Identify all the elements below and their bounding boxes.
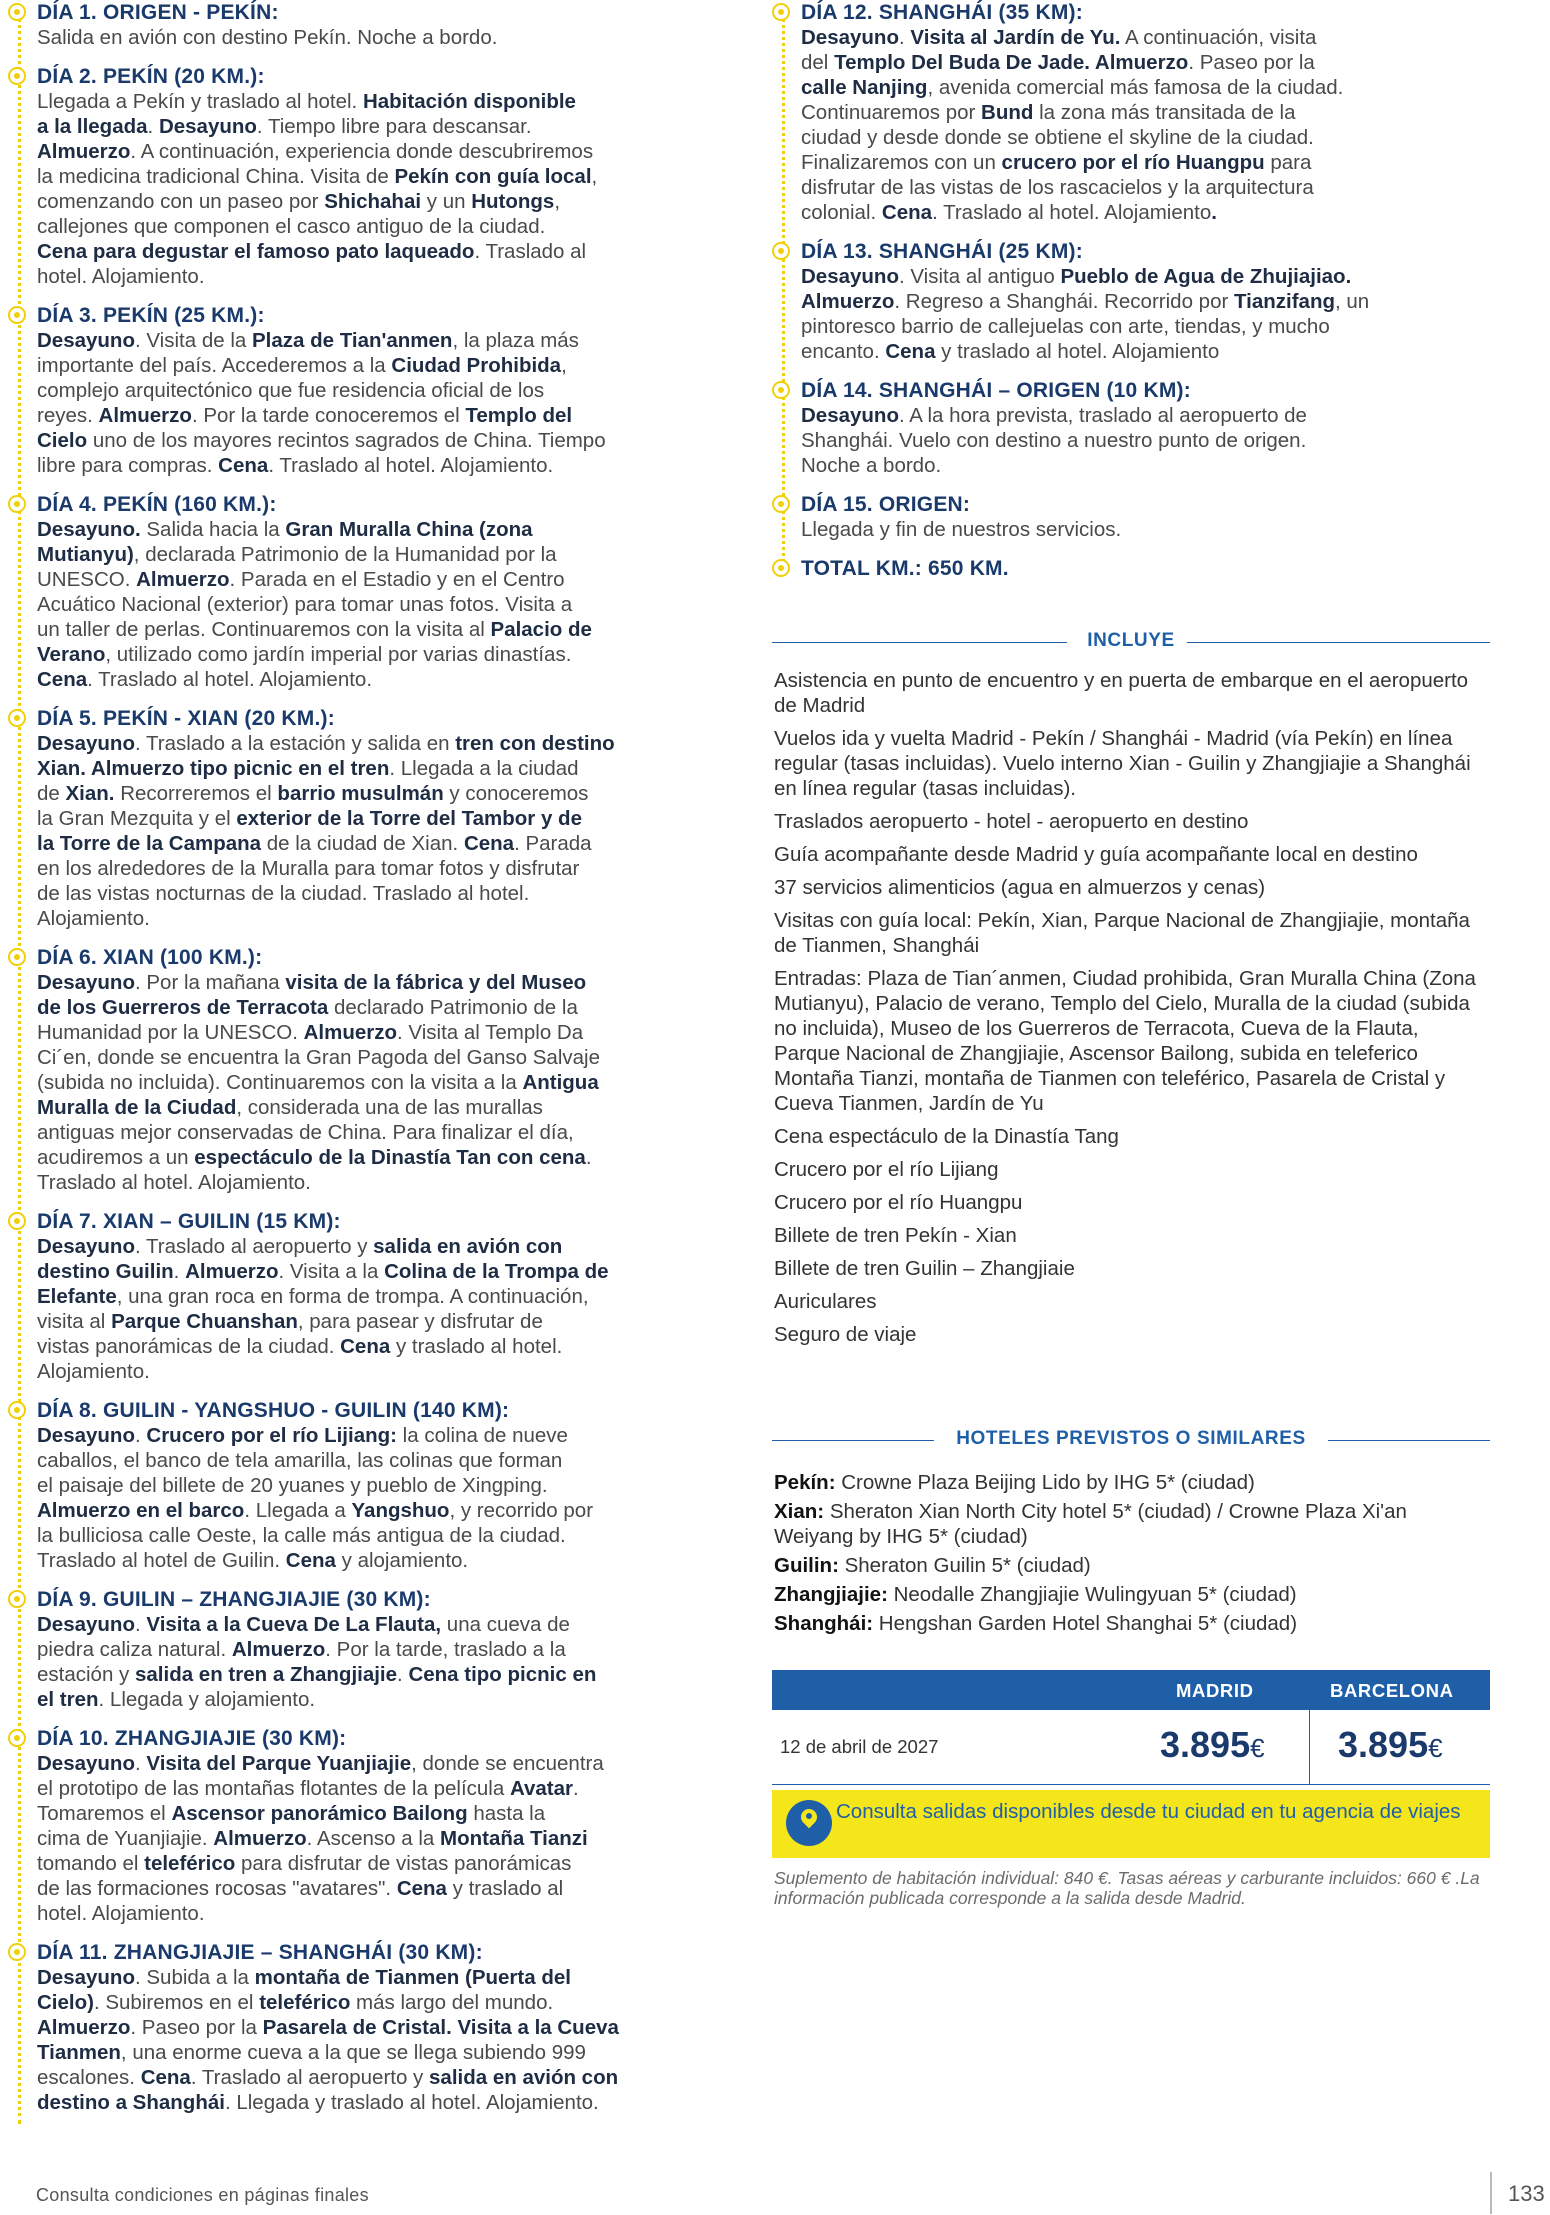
day-title: DÍA 10. ZHANGJIAJIE (30 KM): <box>37 1727 347 1750</box>
itinerary-day <box>8 1940 724 2115</box>
timeline-dot-icon <box>8 3 26 21</box>
hotel-item <box>774 1553 1490 1578</box>
day-description: Llegada a Pekín y traslado al hotel. Habitación disponible a la llegada. Desayuno. Tiempo libre para descansar. Almuerzo. A continuación, experiencia donde descubriremos la medicina tradicional China. Visita de Pekín con guía local, comenzando con un paseo por Shichahai y un Hutongs, callejones que componen el casco antiguo de la ciudad. Cena para degustar el famoso pato laqueado. Traslado al hotel. Alojamiento. <box>37 90 598 288</box>
itinerary-left-column <box>8 0 724 2140</box>
hotel-city: Guilin: <box>774 1554 839 1577</box>
itinerary-day <box>8 1209 724 1384</box>
day-title: DÍA 12. SHANGHÁI (35 KM): <box>801 1 1083 24</box>
hotel-item <box>774 1582 1490 1607</box>
day-description: Desayuno. Subida a la montaña de Tianmen (Puerta del Cielo). Subiremos en el teleférico más largo del mundo. Almuerzo. Paseo por la Pasarela de Cristal. Visita a la Cueva Tianmen, una enorme cueva a la que se llega subiendo 999 escalones. Cena. Traslado al aeropuerto y salida en avión con destino a Shanghái. Llegada y traslado al hotel. Alojamiento. <box>37 1966 619 2114</box>
hotel-name: Sheraton Guilin 5* (ciudad) <box>838 1554 1091 1577</box>
include-item: Traslados aeropuerto - hotel - aeropuerto en destino <box>774 810 1249 833</box>
timeline-dot-icon <box>8 1401 26 1419</box>
itinerary-day <box>8 1726 724 1926</box>
price-divider <box>1309 1710 1310 1784</box>
hotel-item <box>774 1470 1490 1495</box>
timeline-dot-icon <box>772 3 790 21</box>
include-item: Visitas con guía local: Pekín, Xian, Parque Nacional de Zhangjiajie, montaña de Tianmen, Shanghái <box>774 909 1470 957</box>
itinerary-day <box>772 378 1492 478</box>
page-number: 133 <box>1508 2181 1545 2206</box>
timeline-dot-icon <box>8 1729 26 1747</box>
day-title: TOTAL KM.: 650 KM. <box>801 557 1009 580</box>
day-description: Desayuno. Traslado a la estación y salida en tren con destino Xian. Almuerzo tipo picnic en el tren. Llegada a la ciudad de Xian. Recorreremos el barrio musulmán y conoceremos la Gran Mezquita y el exterior de la Torre del Tambor y de la Torre de la Campana de la ciudad de Xian. Cena. Parada en los alrededores de la Muralla para tomar fotos y disfrutar de las vistas nocturnas de la ciudad. Traslado al hotel. Alojamiento. <box>37 732 615 930</box>
day-description: Desayuno. A la hora prevista, traslado al aeropuerto de Shanghái. Vuelo con destino a nuestro punto de origen. Noche a bordo. <box>801 404 1307 477</box>
day-description: Desayuno. Visita al Jardín de Yu. A continuación, visita del Templo Del Buda De Jade. Almuerzo. Paseo por la calle Nanjing, avenida comercial más famosa de la ciudad. Continuaremos por Bund la zona más transitada de la ciudad y desde donde se obtiene el skyline de la ciudad. Finalizaremos con un crucero por el río Huangpu para disfrutar de las vistas de los rascacielos y la arquitectura colonial. Cena. Traslado al hotel. Alojamiento. <box>801 26 1344 224</box>
include-item: Seguro de viaje <box>774 1323 917 1346</box>
itinerary-day <box>8 303 724 478</box>
hotel-name: Hengshan Garden Hotel Shanghai 5* (ciudad) <box>873 1612 1298 1635</box>
hotel-name: Neodalle Zhangjiajie Wulingyuan 5* (ciudad) <box>887 1583 1297 1606</box>
supplement-note: Suplemento de habitación individual: 840 €. Tasas aéreas y carburante incluidos: 660 € .La información publicada corresponde a la salida desde Madrid. <box>774 1868 1480 1908</box>
day-title: DÍA 9. GUILIN – ZHANGJIAJIE (30 KM): <box>37 1588 431 1611</box>
hotel-city: Zhangjiajie: <box>774 1583 888 1606</box>
hotel-name: Sheraton Xian North City hotel 5* (ciudad) / Crowne Plaza Xi'an Weiyang by IHG 5* (ciudad) <box>774 1500 1407 1548</box>
itinerary-day <box>772 492 1492 542</box>
include-item: Cena espectáculo de la Dinastía Tang <box>774 1125 1119 1148</box>
day-description: Desayuno. Visita a la Cueva De La Flauta, una cueva de piedra caliza natural. Almuerzo. Por la tarde, traslado a la estación y salida en tren a Zhangjiajie. Cena tipo picnic en el tren. Llegada y alojamiento. <box>37 1613 597 1711</box>
day-title: DÍA 13. SHANGHÁI (25 KM): <box>801 240 1083 263</box>
include-item: Billete de tren Pekín - Xian <box>774 1224 1017 1247</box>
include-item: Billete de tren Guilin – Zhangjiaie <box>774 1257 1075 1280</box>
itinerary-day <box>8 64 724 289</box>
column-barcelona: BARCELONA <box>1330 1680 1454 1701</box>
include-item: Crucero por el río Huangpu <box>774 1191 1023 1214</box>
day-title: DÍA 15. ORIGEN: <box>801 493 971 516</box>
itinerary-day <box>772 556 1492 581</box>
consult-text: Consulta salidas disponibles desde tu ciudad en tu agencia de viajes <box>836 1800 1461 1823</box>
itinerary-day <box>772 0 1492 225</box>
price-table-header <box>772 1670 1490 1710</box>
itinerary-day <box>8 945 724 1195</box>
include-item: Auriculares <box>774 1290 877 1313</box>
timeline-dot-icon <box>8 1212 26 1230</box>
hotel-name: Crowne Plaza Beijing Lido by IHG 5* (ciudad) <box>835 1471 1255 1494</box>
price-row <box>772 1710 1490 1785</box>
include-item: Guía acompañante desde Madrid y guía acompañante local en destino <box>774 843 1418 866</box>
price-madrid: 3.895€ <box>1160 1724 1265 1765</box>
day-title: DÍA 3. PEKÍN (25 KM.): <box>37 304 265 327</box>
timeline-dot-icon <box>8 1590 26 1608</box>
includes-list <box>774 668 1490 1355</box>
day-title: DÍA 5. PEKÍN - XIAN (20 KM.): <box>37 707 335 730</box>
location-pin-icon <box>786 1800 832 1846</box>
day-title: DÍA 1. ORIGEN - PEKÍN: <box>37 1 279 24</box>
itinerary-day <box>8 706 724 931</box>
hotel-item <box>774 1611 1490 1636</box>
hotels-list <box>774 1470 1490 1640</box>
timeline-dot-icon <box>772 242 790 260</box>
includes-heading: INCLUYE <box>772 628 1490 658</box>
day-description: Desayuno. Traslado al aeropuerto y salida en avión con destino Guilin. Almuerzo. Visita a la Colina de la Trompa de Elefante, una gran roca en forma de trompa. A continuación, visita al Parque Chuanshan, para pasear y disfrutar de vistas panorámicas de la ciudad. Cena y traslado al hotel. Alojamiento. <box>37 1235 609 1383</box>
day-description: Desayuno. Salida hacia la Gran Muralla China (zona Mutianyu), declarada Patrimonio de la Humanidad por la UNESCO. Almuerzo. Parada en el Estadio y en el Centro Acuático Nacional (exterior) para tomar unas fotos. Visita a un taller de perlas. Continuaremos con la visita al Palacio de Verano, utilizado como jardín imperial por varias dinastías. Cena. Traslado al hotel. Alojamiento. <box>37 518 592 691</box>
price-table <box>772 1670 1490 1784</box>
include-item: Asistencia en punto de encuentro y en puerta de embarque en el aeropuerto de Madrid <box>774 669 1469 717</box>
hotel-city: Shanghái: <box>774 1612 874 1635</box>
itinerary-day <box>8 0 724 50</box>
footer-note: Consulta condiciones en páginas finales <box>36 2185 369 2205</box>
hotel-city: Pekín: <box>774 1471 836 1494</box>
day-title: DÍA 8. GUILIN - YANGSHUO - GUILIN (140 KM): <box>37 1399 510 1422</box>
timeline-dot-icon <box>8 948 26 966</box>
day-title: DÍA 4. PEKÍN (160 KM.): <box>37 493 277 516</box>
day-description: Salida en avión con destino Pekín. Noche a bordo. <box>37 26 498 49</box>
include-item: Vuelos ida y vuelta Madrid - Pekín / Shanghái - Madrid (vía Pekín) en línea regular (tasas incluidas). Vuelo interno Xian - Guilin y Zhangjiajie a Shanghái en línea regular (tasas incluidas). <box>774 727 1471 800</box>
price-barcelona: 3.895€ <box>1338 1724 1443 1765</box>
day-description: Desayuno. Crucero por el río Lijiang: la colina de nueve caballos, el banco de tela amarilla, las colinas que forman el paisaje del billete de 20 yuanes y pueblo de Xingping. Almuerzo en el barco. Llegada a Yangshuo, y recorrido por la bulliciosa calle Oeste, la calle más antigua de la ciudad. Traslado al hotel de Guilin. Cena y alojamiento. <box>37 1424 594 1572</box>
timeline-dot-icon <box>772 559 790 577</box>
consult-banner <box>772 1790 1490 1858</box>
include-item: Crucero por el río Lijiang <box>774 1158 999 1181</box>
timeline-dot-icon <box>772 381 790 399</box>
itinerary-day <box>8 1398 724 1573</box>
day-description: Desayuno. Por la mañana visita de la fábrica y del Museo de los Guerreros de Terracota declarado Patrimonio de la Humanidad por la UNESCO. Almuerzo. Visita al Templo Da Ci´en, donde se encuentra la Gran Pagoda del Ganso Salvaje (subida no incluida). Continuaremos con la visita a la Antigua Muralla de la Ciudad, considerada una de las murallas antiguas mejor conservadas de China. Para finalizar el día, acudiremos a un espectáculo de la Dinastía Tan con cena. Traslado al hotel. Alojamiento. <box>37 971 600 1194</box>
day-title: DÍA 7. XIAN – GUILIN (15 KM): <box>37 1210 341 1233</box>
timeline-dot-icon <box>8 709 26 727</box>
day-description: Desayuno. Visita de la Plaza de Tian'anmen, la plaza más importante del país. Accederemos a la Ciudad Prohibida, complejo arquitectónico que fue residencia oficial de los reyes. Almuerzo. Por la tarde conoceremos el Templo del Cielo uno de los mayores recintos sagrados de China. Tiempo libre para compras. Cena. Traslado al hotel. Alojamiento. <box>37 329 606 477</box>
day-description: Desayuno. Visita del Parque Yuanjiajie, donde se encuentra el prototipo de las montañas flotantes de la película Avatar. Tomaremos el Ascensor panorámico Bailong hasta la cima de Yuanjiajie. Almuerzo. Ascenso a la Montaña Tianzi tomando el teleférico para disfrutar de vistas panorámicas de las formaciones rocosas "avatares". Cena y traslado al hotel. Alojamiento. <box>37 1752 604 1925</box>
footer-divider <box>1490 2172 1492 2214</box>
timeline-dot-icon <box>8 495 26 513</box>
itinerary-right-column <box>772 0 1492 600</box>
day-title: DÍA 2. PEKÍN (20 KM.): <box>37 65 265 88</box>
day-description: Desayuno. Visita al antiguo Pueblo de Agua de Zhujiajiao. Almuerzo. Regreso a Shanghái. Recorrido por Tianzifang, un pintoresco barrio de callejuelas con arte, tiendas, y mucho encanto. Cena y traslado al hotel. Alojamiento <box>801 265 1370 363</box>
day-title: DÍA 14. SHANGHÁI – ORIGEN (10 KM): <box>801 379 1191 402</box>
include-item: 37 servicios alimenticios (agua en almuerzos y cenas) <box>774 876 1266 899</box>
column-madrid: MADRID <box>1176 1680 1254 1701</box>
day-description: Llegada y fin de nuestros servicios. <box>801 518 1122 541</box>
include-item: Entradas: Plaza de Tian´anmen, Ciudad prohibida, Gran Muralla China (Zona Mutianyu), Palacio de verano, Templo del Cielo, Muralla de la ciudad (subida no incluida), Museo de los Guerreros de Terracota, Cueva de la Flauta, Parque Nacional de Zhangjiajie, Ascensor Bailong, subida en teleferico Montaña Tianzi, montaña de Tianmen con teleférico, Pasarela de Cristal y Cueva Tianmen, Jardín de Yu <box>774 967 1476 1115</box>
departure-date: 12 de abril de 2027 <box>780 1736 939 1757</box>
itinerary-day <box>8 1587 724 1712</box>
day-title: DÍA 6. XIAN (100 KM.): <box>37 946 263 969</box>
hotel-item <box>774 1499 1490 1549</box>
itinerary-day <box>772 239 1492 364</box>
itinerary-day <box>8 492 724 692</box>
hotel-city: Xian: <box>774 1500 825 1523</box>
timeline-dot-icon <box>8 67 26 85</box>
timeline-dot-icon <box>772 495 790 513</box>
timeline-dot-icon <box>8 306 26 324</box>
day-title: DÍA 11. ZHANGJIAJIE – SHANGHÁI (30 KM): <box>37 1941 483 1964</box>
hotels-heading: HOTELES PREVISTOS O SIMILARES <box>772 1426 1490 1456</box>
timeline-dot-icon <box>8 1943 26 1961</box>
